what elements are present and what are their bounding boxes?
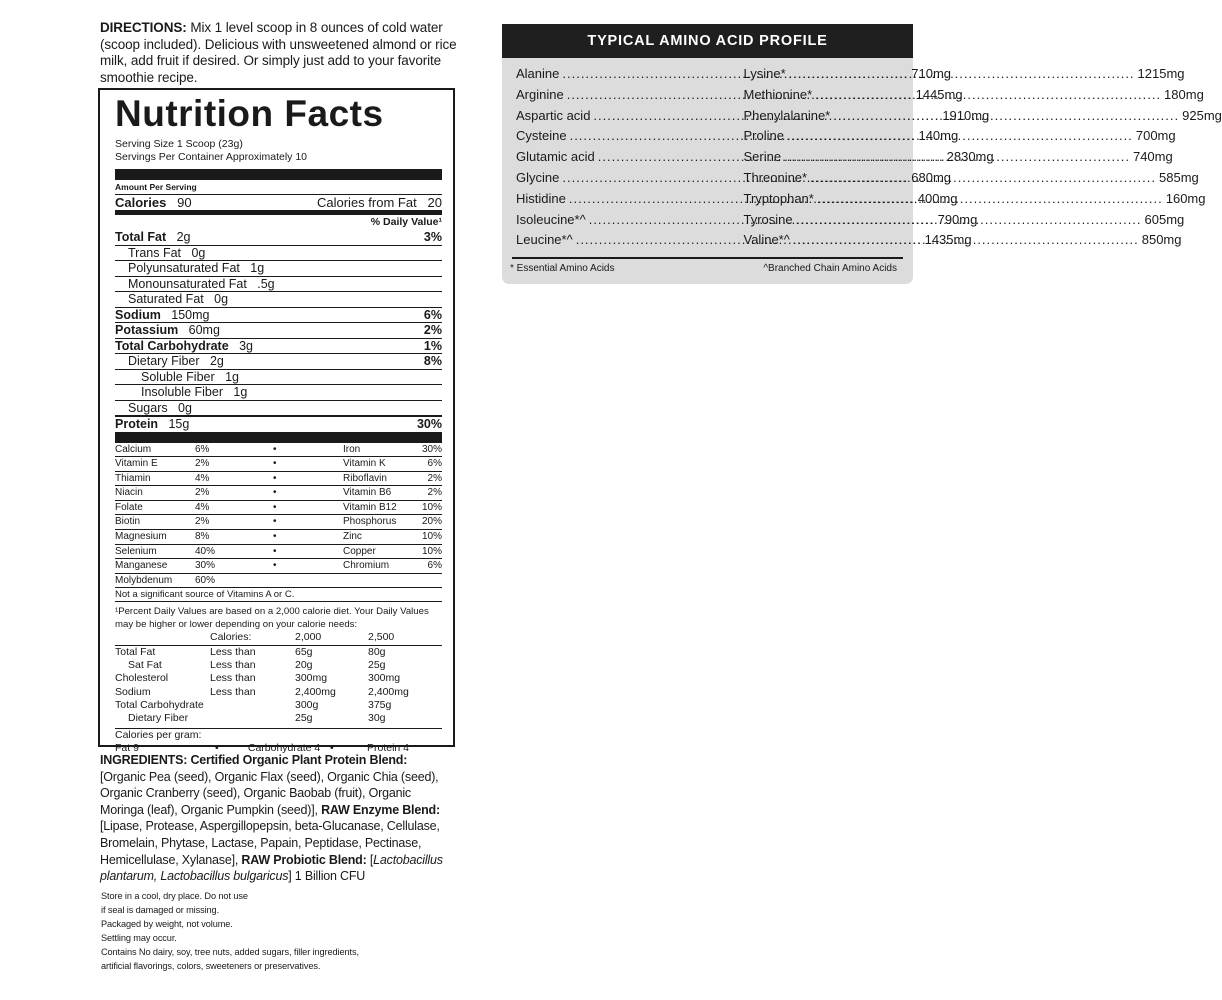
footer-cell [210,699,295,712]
vitamin-name: Vitamin B6 [343,487,392,499]
amino-value: 700mg [1135,128,1176,144]
amino-value: 740mg [1132,149,1173,165]
cpg-carb: • Carbohydrate 4 [215,741,321,754]
not-significant-note: Not a significant source of Vitamins A or C. [115,588,442,602]
protein-label: Protein [115,417,159,431]
footer-row [115,699,442,712]
vitamin-row [115,486,442,501]
essential-note: * Essential Amino Acids [510,263,615,275]
vitamin-dv: 2% [195,487,210,499]
nutrient-dv: 6% [423,307,442,322]
amino-name: Proline [743,128,784,144]
bullet: • [273,472,277,484]
vitamin-name: Vitamin B12 [343,501,397,513]
amino-name: Tyrosine [743,211,793,227]
storage-notes [101,889,401,974]
nutrient-amount: 0g [214,292,229,306]
amino-name: Arginine [516,86,564,102]
blend3-label: RAW Probiotic Blend: [241,852,367,867]
amino-name: Valine*^ [743,232,790,248]
vitamin-dv: 20% [421,516,442,528]
footer-header-cell: 2,500 [368,631,395,644]
vitamin-row [115,559,442,574]
footer-header-cell: 2,000 [295,631,322,644]
amino-name: Tryptophan* [743,190,814,206]
amino-name: Methionine* [743,86,813,102]
cpg-protein: Protein 4 [367,741,410,754]
storage-line: Contains No dairy, soy, tree nuts, added sugars, filler ingredients, [101,947,359,958]
vitamin-dv: 2% [195,516,210,528]
blend3-italic: Lactobacillus plantarum, Lactobacillus bulgaricus [100,852,443,884]
amino-value: 605mg [1144,211,1185,227]
dot-leader [784,147,1130,168]
vitamin-dv: 4% [195,501,210,513]
footer-cell: 2,400mg [368,685,409,698]
amino-value: 140mg [918,128,959,144]
vitamin-dv: 6% [195,443,210,455]
vitamin-dv: 6% [427,560,442,572]
footer-row [115,672,442,685]
nutrient-label: Potassium [115,323,179,337]
dot-leader [793,230,1139,251]
calories-value: 90 [177,195,192,210]
vitamin-name: Riboflavin [343,472,387,484]
nutrition-facts-panel [98,88,455,754]
vitamin-dv: 2% [427,487,442,499]
cpg-fat: Fat 9 [115,741,139,754]
nutrient-label-group [115,308,210,323]
footer-row [115,659,442,672]
blend1-text: [Organic Pea (seed), Organic Flax (seed), Organic Chia (seed), Organic Cranberry (seed), Organic Baobab (fruit), Organic Moringa (leaf), Organic Pumpkin (seed)], [100,769,439,817]
footer-header-row [115,631,442,645]
nutrient-row [115,245,442,261]
amount-per-serving: Amount Per Serving [115,182,197,192]
footer-cell: 300mg [368,672,401,685]
footer-cell: Sodium [115,685,151,698]
serving-size: Serving Size 1 Scoop (23g) [115,138,243,150]
amino-name: Leucine*^ [516,232,573,248]
nutrient-label: Monounsaturated Fat [128,276,247,291]
nutrient-amount: 2g [176,230,191,244]
amino-value: 850mg [1141,232,1182,248]
dot-leader [810,168,1156,189]
storage-line: if seal is damaged or missing. [101,905,220,916]
nutrient-dv: 2% [423,323,442,337]
amino-value: 710mg [911,66,952,81]
amino-item [743,64,1185,85]
bullet: • [273,443,277,455]
footer-cell: Less than [210,685,256,698]
directions-text: Mix 1 level scoop in 8 ounces of cold water (scoop included). Delicious with unsweetened almond or rice milk, add fruit if desired. Or simply just add to your favorite smoothie recipe. [100,20,457,85]
amino-value: 1445mg [915,86,963,102]
footer-cell [210,712,295,725]
nutrient-row [115,291,442,307]
vitamin-dv: 40% [195,545,216,557]
vitamin-row [115,530,442,545]
nutrient-list [115,230,442,415]
nutrient-amount: 60mg [188,323,220,337]
protein-dv: 30% [416,417,442,431]
vitamin-dv: 2% [427,472,442,484]
protein-row [115,415,442,432]
storage-line: Settling may occur. [101,933,177,944]
amino-value: 925mg [1182,107,1222,123]
amino-name: Isoleucine*^ [516,211,586,227]
vitamin-name: Selenium [115,545,157,557]
calories-row [115,194,442,210]
vitamin-dv: 4% [195,472,210,484]
footer-cell: 300g [295,698,319,711]
nutrient-label: Soluble Fiber [141,369,215,384]
nutrient-row [115,260,442,276]
nutrient-row [115,400,442,416]
nutrient-label: Saturated Fat [128,292,204,306]
nutrient-amount: 3g [239,338,253,353]
vitamin-name: Folate [115,501,143,513]
nutrition-facts-title: Nutrition Facts [115,93,384,134]
nutrient-label: Insoluble Fiber [141,385,223,399]
footer-cell: 80g [368,645,386,658]
footer-cell: 30g [368,712,386,725]
blend3-close: ] 1 Billion CFU [288,869,366,884]
footer-cell: Less than [210,645,256,658]
vitamin-name: Calcium [115,443,152,455]
dot-leader [815,85,1161,106]
vitamin-name [343,574,418,588]
footer-cell: 25g [368,659,386,672]
amino-value: 585mg [1159,169,1199,185]
storage-line: Packaged by weight, not volume. [101,919,233,930]
nutrient-row [115,338,442,354]
vitamin-mineral-list [115,443,442,589]
nutrient-label: Trans Fat [128,245,182,260]
vitamin-row [115,545,442,560]
footer-cell: 65g [295,645,313,658]
nutrient-row [115,353,442,369]
footer-row [115,712,442,725]
footer-header-cell [115,631,210,644]
dot-leader [789,64,1135,85]
storage-line: Store in a cool, dry place. Do not use [101,891,248,901]
amino-item [743,168,1199,189]
vitamin-name: Magnesium [115,531,167,543]
blend2-label: RAW Enzyme Blend: [321,802,440,817]
amino-name: Lysine* [743,66,786,81]
amino-acid-panel [502,24,1222,284]
nutrient-row [115,322,442,338]
nutrient-dv: 8% [423,354,442,368]
directions-label: DIRECTIONS: [100,20,187,35]
amino-value: 400mg [917,190,958,206]
footer-cell: Dietary Fiber [128,712,189,725]
calories-fat-value: 20 [427,195,442,210]
amino-name: Serine [743,149,782,165]
ingredients [100,752,452,885]
nutrient-label: Polyunsaturated Fat [128,261,240,275]
footer-cell: Cholesterol [115,672,169,685]
nutrient-label: Sodium [115,307,161,322]
vitamin-row [115,501,442,516]
nutrient-amount: 150mg [171,307,210,322]
nutrient-dv: 1% [423,338,442,353]
bullet: • [273,545,277,557]
blend2-text: [Lipase, Protease, Aspergillopepsin, beta-Glucanase, Cellulase, Bromelain, Phytase, Lactase, Papain, Peptidase, Pectinase, Hemicellulase, Xylanase], [100,819,440,867]
bullet [273,574,343,588]
footer-cell: 25g [295,712,313,725]
nutrient-amount: 1g [250,261,265,275]
amino-name: Threonine* [743,169,808,185]
dot-leader [787,126,1133,147]
amino-value: 790mg [937,211,978,227]
calories-per-gram-label: Calories per gram: [115,728,442,742]
vitamin-dv: 10% [421,531,442,543]
vitamin-dv: 30% [195,560,216,572]
footer-cell: 300mg [295,672,328,685]
footer-header-cell: Calories: [210,631,252,644]
vitamin-name: Molybdenum [115,574,173,586]
bullet: • [273,560,277,572]
amino-name: Glutamic acid [516,149,595,165]
blend1-label: Certified Organic Plant Protein Blend: [190,753,408,767]
vitamin-name: Biotin [115,516,141,528]
ingredients-label: INGREDIENTS: [100,753,188,767]
amino-name: Glycine [516,169,560,185]
dot-leader [796,210,1142,231]
amino-value: 1910mg [942,107,990,123]
footer-cell: Sat Fat [128,659,162,672]
protein-amount: 15g [168,417,190,431]
bullet: • [273,501,277,513]
vitamin-dv: 10% [421,545,442,557]
bullet: • [273,516,277,528]
nutrient-amount: 1g [233,385,248,399]
vitamin-dv [418,574,442,588]
vitamin-dv: 10% [421,501,442,513]
amino-name: Cysteine [516,128,567,144]
nutrient-label-group [115,261,264,276]
footer-cell: Total Fat [115,645,156,658]
blend3-open: [ [369,852,374,867]
dot-leader [817,189,1163,210]
amino-name: Phenylalanine* [743,107,831,123]
dot-leader [833,106,1179,127]
divider-thick-2 [115,432,442,443]
nutrient-amount: 1g [225,369,239,384]
bullet: • [273,458,277,470]
nutrient-label-group [115,354,224,369]
nutrient-label-group [115,370,239,385]
vitamin-row [115,443,442,458]
vitamin-dv: 30% [421,443,442,455]
nutrient-label-group [115,323,220,338]
vitamin-dv: 60% [195,574,216,586]
vitamin-dv: 6% [427,458,442,470]
vitamin-row [115,574,442,589]
vitamin-name: Manganese [115,560,168,572]
nutrient-amount: .5g [257,276,275,291]
vitamin-dv: 8% [195,531,210,543]
nutrient-label-group [115,292,228,307]
amino-value: 1215mg [1137,66,1185,81]
vitamin-name: Chromium [343,560,390,572]
vitamin-name: Copper [343,545,376,557]
amino-value: 1435mg [924,232,972,248]
divider-thick [115,169,442,180]
nutrient-label-group [115,385,247,400]
amino-name: Histidine [516,190,566,206]
bullet: • [273,531,277,543]
vitamin-row [115,472,442,487]
nutrient-label-group [115,401,192,416]
footer-cell: 375g [368,698,392,711]
footer-cell: Total Carbohydrate [115,698,204,711]
nutrient-row [115,369,442,385]
footer-cell: Less than [210,672,256,685]
vitamin-name: Vitamin K [343,458,386,470]
nutrient-amount: 0g [191,245,206,260]
daily-value-footnote: ¹Percent Daily Values are based on a 2,000 calorie diet. Your Daily Values may be higher or lower depending on your calorie needs: [115,606,429,631]
bcaa-note: ^Branched Chain Amino Acids [763,263,897,275]
vitamin-row [115,515,442,530]
storage-line: artificial flavorings, colors, sweeteners or preservatives. [101,961,321,972]
amino-value: 160mg [1165,190,1206,206]
nutrient-label: Sugars [128,400,168,415]
calories-fat-label: Calories from Fat [316,195,417,210]
vitamin-name: Iron [343,443,361,455]
amino-value: 680mg [911,169,951,185]
nutrient-label-group [115,230,190,245]
nutrient-row [115,276,442,292]
footer-row [115,686,442,699]
nutrient-row [115,384,442,400]
nutrient-label-group [115,339,253,354]
amino-value: 2830mg [946,149,994,165]
amino-name: Alanine [516,66,560,81]
nutrient-label-group [115,277,275,292]
daily-value-header: % Daily Value¹ [370,216,442,228]
amino-title: TYPICAL AMINO ACID PROFILE [502,24,913,58]
nutrient-row [115,230,442,245]
nutrient-amount: 2g [209,354,224,368]
footer-cell: 20g [295,659,313,672]
nutrient-label: Total Carbohydrate [115,338,229,353]
amino-name: Aspartic acid [516,107,591,123]
nutrient-row [115,307,442,323]
footer-cell: 2,400mg [295,685,336,698]
vitamin-name: Zinc [343,531,362,543]
footer-cell: Less than [210,659,256,672]
nutrient-label: Total Fat [115,230,167,244]
footer-row [115,646,442,659]
nutrient-label: Dietary Fiber [128,354,200,368]
directions [100,20,470,86]
vitamin-name: Niacin [115,487,143,499]
cpg-bullet: • [330,741,334,754]
daily-value-table [115,631,442,725]
servings-per-container: Servings Per Container Approximately 10 [115,151,308,163]
nutrient-dv: 3% [423,230,442,244]
vitamin-name: Vitamin E [115,458,158,470]
vitamin-name: Phosphorus [343,516,397,528]
amino-value: 180mg [1164,86,1204,102]
vitamin-name: Thiamin [115,472,151,484]
nutrient-label-group [115,246,205,261]
vitamin-row [115,457,442,472]
vitamin-dv: 2% [195,458,210,470]
nutrient-amount: 0g [178,400,192,415]
bullet: • [273,487,277,499]
calories-label: Calories [115,195,167,210]
